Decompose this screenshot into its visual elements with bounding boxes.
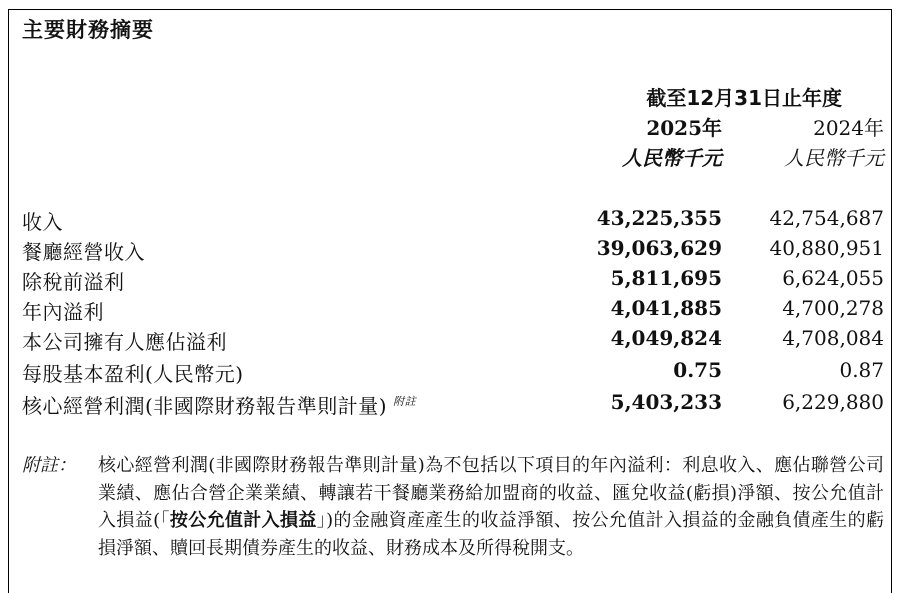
row-label: [22, 390, 416, 419]
row-label-text: 核心經營利潤(非國際財務報告準則計量): [22, 394, 388, 418]
row-value-2025: 0.75: [673, 358, 722, 382]
table-row-revenue: [0, 206, 900, 236]
row-value-2025: 5,403,233: [610, 390, 722, 414]
footnote: [22, 452, 884, 562]
row-value-2025: 39,063,629: [596, 236, 722, 260]
footnote-body: [98, 452, 884, 562]
row-label: 本公司擁有人應佔溢利: [22, 330, 227, 354]
table-row-restaurant-revenue: [0, 236, 900, 266]
row-label: 除稅前溢利: [22, 270, 125, 294]
column-unit-2024: 人民幣千元: [784, 146, 884, 170]
table-row-core-operating-profit: [0, 390, 900, 420]
row-label: 收入: [22, 210, 63, 234]
row-value-2025: 43,225,355: [596, 206, 722, 230]
footnote-bold-term: 按公允值計入損益: [169, 510, 317, 531]
section-title: 主要財務摘要: [22, 18, 154, 42]
column-year-2025: 2025年: [646, 116, 722, 140]
row-value-2025: 4,049,824: [610, 326, 722, 350]
footnote-text-before: 核心經營利潤(非國際財務報告準則計量)為不包括以下項目的年內溢利：利息收入、應佔聯營公司業績、應佔合營企業業績、轉讓若干餐廳業務給加盟商的收益、匯兌收益(虧損)淨額、按公允值計入損益(「: [98, 455, 884, 531]
row-label: 每股基本盈利(人民幣元): [22, 362, 244, 386]
row-value-2024: 0.87: [839, 358, 884, 382]
table-row-basic-eps: [0, 358, 900, 388]
footnote-label: 附註：: [22, 455, 76, 476]
row-label: 餐廳經營收入: [22, 240, 145, 264]
table-row-profit-for-year: [0, 296, 900, 326]
row-value-2025: 4,041,885: [610, 296, 722, 320]
row-label: 年內溢利: [22, 300, 104, 324]
row-value-2024: 4,700,278: [782, 296, 884, 320]
frame-top-border: [8, 9, 892, 10]
period-header: 截至12月31日止年度: [646, 86, 842, 110]
row-value-2024: 6,624,055: [782, 266, 884, 290]
row-value-2024: 6,229,880: [782, 390, 884, 414]
footnote-text-after: 」)的金融資產產生的收益淨額、按公允值計入損益的金融負債產生的虧損淨額、贖回長期債券產生的收益、財務成本及所得稅開支。: [98, 510, 884, 559]
column-year-2024: 2024年: [813, 116, 884, 140]
row-value-2025: 5,811,695: [610, 266, 722, 290]
table-row-profit-attributable: [0, 326, 900, 356]
column-unit-2025: 人民幣千元: [622, 146, 722, 170]
row-value-2024: 40,880,951: [769, 236, 884, 260]
table-row-profit-before-tax: [0, 266, 900, 296]
row-value-2024: 4,708,084: [782, 326, 884, 350]
row-value-2024: 42,754,687: [769, 206, 884, 230]
footnote-marker: 附註: [393, 395, 417, 409]
